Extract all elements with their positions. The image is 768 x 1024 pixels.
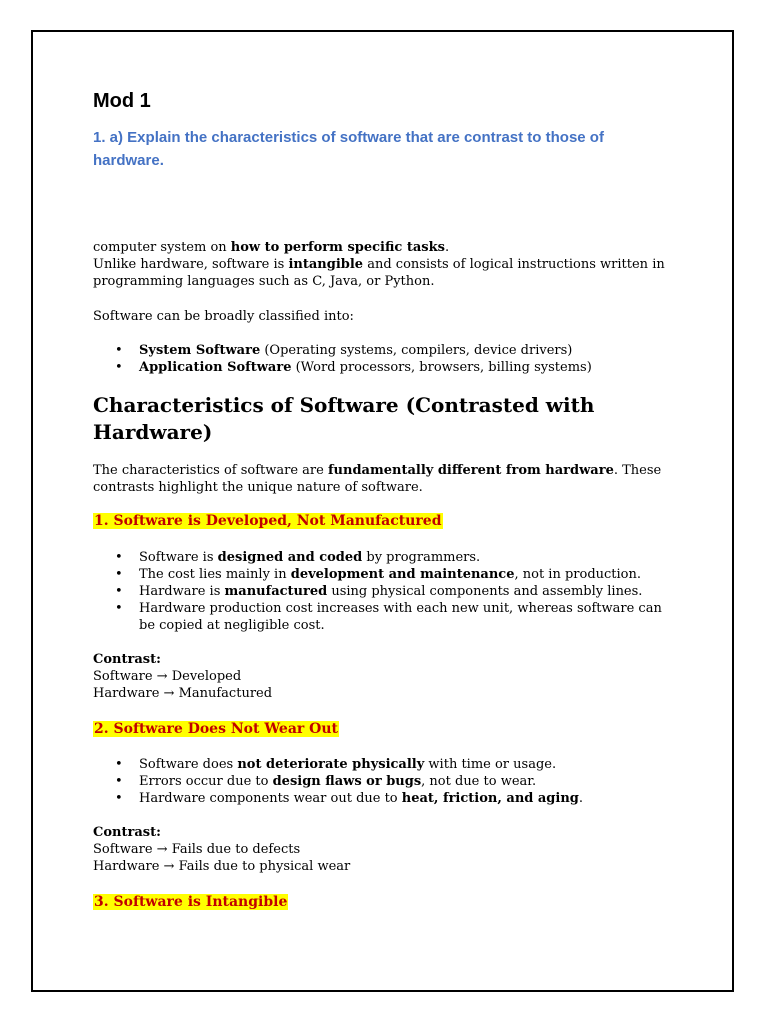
- point-3-heading: 3. Software is Intangible: [94, 894, 288, 910]
- intro-line-2: Unlike hardware, software is intangible and consists of logical instructions written in programming languages such as C, Java, or Python.: [93, 257, 665, 289]
- classified-paragraph: Software can be broadly classified into:: [93, 309, 354, 324]
- point-2-heading: 2. Software Does Not Wear Out: [94, 721, 338, 737]
- question-heading: 1. a) Explain the characteristics of software that are contrast to those of hardware.: [93, 129, 604, 169]
- list-item: • The cost lies mainly in development and maintenance, not in production.: [115, 567, 642, 582]
- section-heading: Characteristics of Software (Contrasted with Hardware): [93, 393, 595, 444]
- point-1-heading: 1. Software is Developed, Not Manufactured: [94, 513, 442, 529]
- bullet-icon: •: [115, 360, 123, 375]
- point-1-contrast: Contrast: Software → Developed Hardware → Manufactured: [93, 652, 273, 701]
- list-item: • Software does not deteriorate physically with time or usage.: [115, 757, 557, 772]
- contrast-label: Contrast:: [93, 825, 161, 840]
- list-item: • Hardware production cost increases with each new unit, whereas software can be copied at negligible cost.: [115, 601, 662, 633]
- bullet-icon: •: [115, 774, 123, 789]
- intro-paragraph: [93, 239, 693, 290]
- list-item: • Hardware is manufactured using physical components and assembly lines.: [115, 584, 643, 599]
- list-item: • Software is designed and coded by programmers.: [115, 550, 481, 565]
- bullet-icon: •: [115, 550, 123, 565]
- bullet-icon: •: [115, 343, 123, 358]
- section-intro-paragraph: The characteristics of software are fundamentally different from hardware. These contrasts highlight the unique nature of software.: [93, 463, 662, 495]
- list-item: • Hardware components wear out due to heat, friction, and aging.: [115, 791, 584, 806]
- bullet-icon: •: [115, 791, 123, 806]
- software-classes-list: [93, 342, 673, 376]
- contrast-label: Contrast:: [93, 652, 161, 667]
- point-2-list: [93, 756, 673, 807]
- intro-line-1: computer system on how to perform specific tasks.: [93, 240, 450, 255]
- bullet-icon: •: [115, 584, 123, 599]
- bullet-icon: •: [115, 601, 123, 616]
- module-title: Mod 1: [93, 90, 151, 112]
- list-item: • System Software (Operating systems, compilers, device drivers): [115, 343, 573, 358]
- bullet-icon: •: [115, 757, 123, 772]
- point-1-list: [93, 549, 673, 634]
- list-item: • Application Software (Word processors, browsers, billing systems): [115, 360, 592, 375]
- point-2-contrast: Contrast: Software → Fails due to defects Hardware → Fails due to physical wear: [93, 825, 351, 874]
- bullet-icon: •: [115, 567, 123, 582]
- list-item: • Errors occur due to design flaws or bugs, not due to wear.: [115, 774, 537, 789]
